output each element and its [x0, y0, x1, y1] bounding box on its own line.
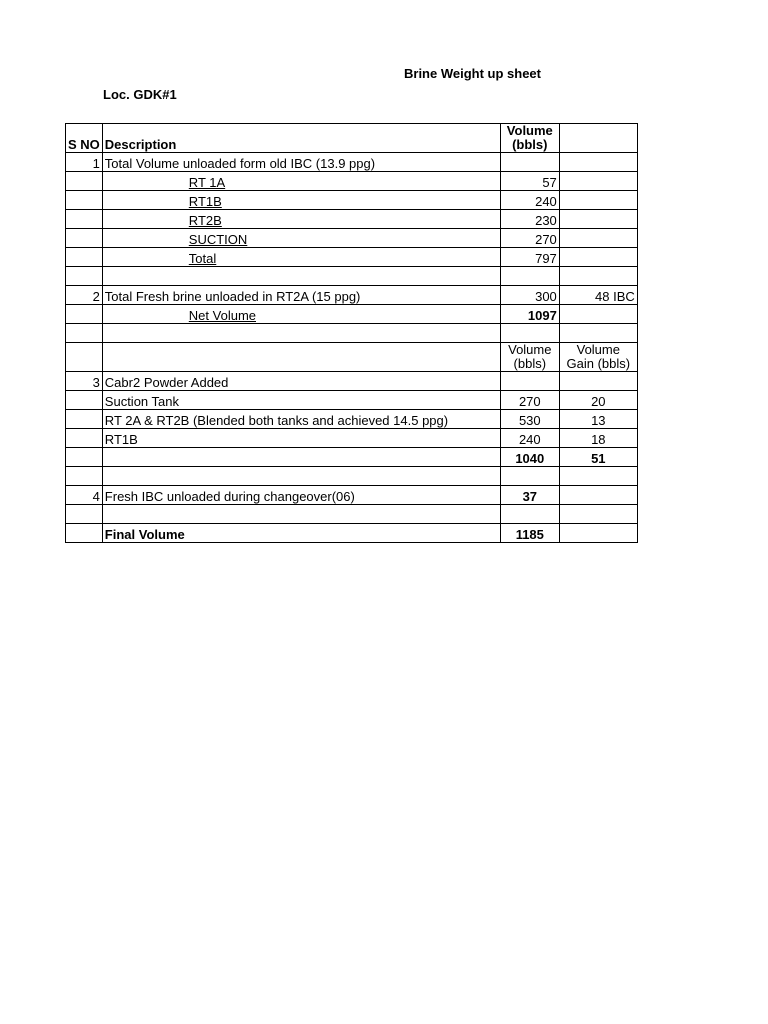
table-row [66, 210, 638, 229]
header-row [66, 124, 638, 153]
rt2-blend-label: RT 2A & RT2B (Blended both tanks and achieved 14.5 ppg) [102, 410, 500, 429]
sum-gain: 51 [559, 448, 637, 467]
row-sno: 3 [66, 372, 103, 391]
suction-label: SUCTION [188, 232, 248, 247]
empty-row [66, 267, 638, 286]
rt2b-label: RT2B [188, 213, 222, 228]
suction-tank-gain: 20 [559, 391, 637, 410]
table-row [66, 172, 638, 191]
net-volume-label: Net Volume [188, 308, 256, 323]
table-row [66, 486, 638, 505]
table-row [66, 391, 638, 410]
table-row [66, 229, 638, 248]
table-row [66, 448, 638, 467]
rt1b-powder-volume: 240 [500, 429, 559, 448]
total-volume: 797 [500, 248, 559, 267]
row-description: Fresh IBC unloaded during changeover(06) [102, 486, 500, 505]
row-sno: 2 [66, 286, 103, 305]
rt1b-powder-label: RT1B [102, 429, 500, 448]
row-sno: 4 [66, 486, 103, 505]
table-row [66, 153, 638, 172]
brine-table [65, 123, 638, 543]
empty-row [66, 505, 638, 524]
sub-header-row [66, 343, 638, 372]
total-label: Total [188, 251, 217, 266]
rt2-blend-volume: 530 [500, 410, 559, 429]
table-row [66, 305, 638, 324]
rt1a-volume: 57 [500, 172, 559, 191]
empty-row [66, 467, 638, 486]
ibc-count: 48 IBC [559, 286, 637, 305]
row-description: Cabr2 Powder Added [102, 372, 500, 391]
final-volume-value: 1185 [500, 524, 559, 543]
suction-volume: 270 [500, 229, 559, 248]
location-label: Loc. GDK#1 [103, 87, 177, 102]
rt1b-volume: 240 [500, 191, 559, 210]
sheet-title: Brine Weight up sheet [404, 66, 541, 81]
rt1b-label: RT1B [188, 194, 222, 209]
volume-header: Volume (bbls) [500, 124, 559, 153]
table-row [66, 410, 638, 429]
empty-row [66, 324, 638, 343]
rt1a-label: RT 1A [188, 175, 226, 190]
table-row [66, 372, 638, 391]
table-row [66, 191, 638, 210]
fresh-ibc-volume: 37 [500, 486, 559, 505]
net-volume-value: 1097 [500, 305, 559, 324]
sno-header: S NO [66, 124, 103, 153]
suction-tank-volume: 270 [500, 391, 559, 410]
volume-gain-header: Volume Gain (bbls) [559, 343, 637, 372]
table-row [66, 524, 638, 543]
description-header: Description [102, 124, 500, 153]
row-description: Total Fresh brine unloaded in RT2A (15 ppg) [102, 286, 500, 305]
table-row [66, 248, 638, 267]
row-sno: 1 [66, 153, 103, 172]
row-description: Total Volume unloaded form old IBC (13.9 ppg) [102, 153, 500, 172]
rt2b-volume: 230 [500, 210, 559, 229]
sum-volume: 1040 [500, 448, 559, 467]
empty-header-cell [559, 124, 637, 153]
rt1b-powder-gain: 18 [559, 429, 637, 448]
fresh-brine-volume: 300 [500, 286, 559, 305]
table-row [66, 429, 638, 448]
suction-tank-label: Suction Tank [102, 391, 500, 410]
sub-volume-header: Volume (bbls) [500, 343, 559, 372]
rt2-blend-gain: 13 [559, 410, 637, 429]
final-volume-label: Final Volume [102, 524, 500, 543]
table-row [66, 286, 638, 305]
